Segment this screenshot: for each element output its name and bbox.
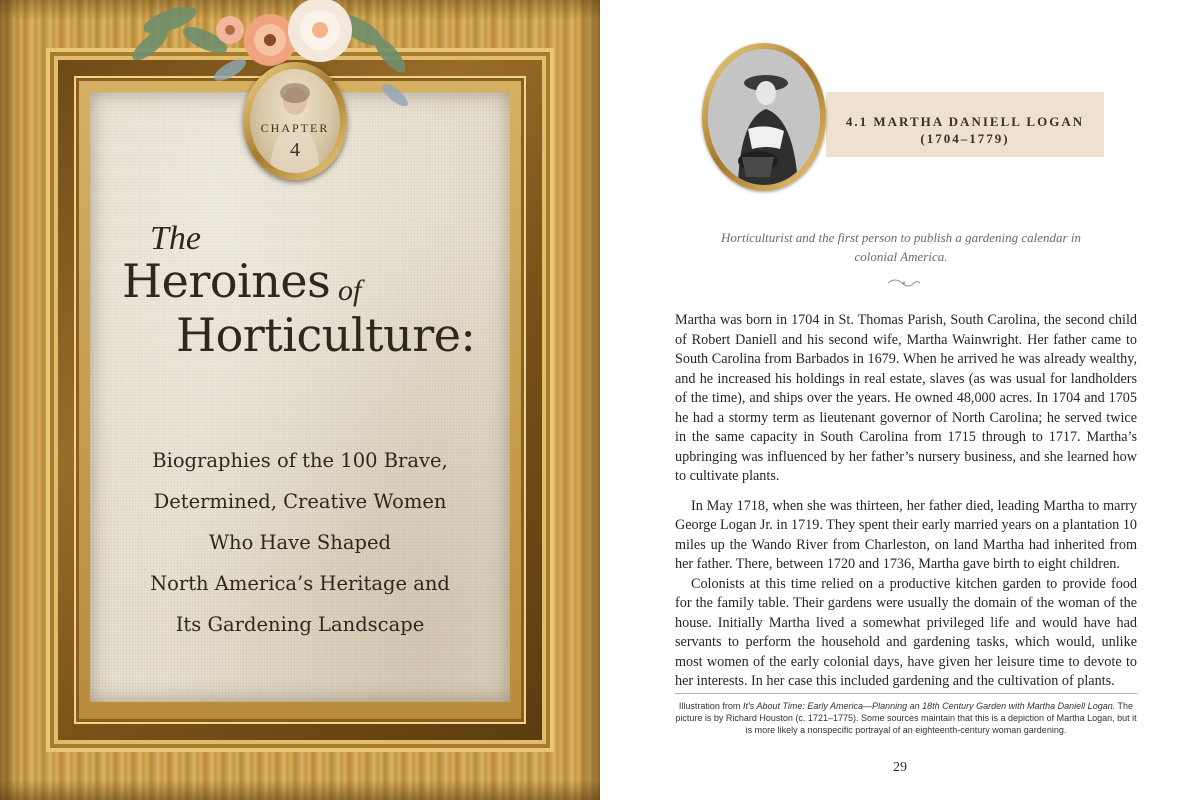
section-header-band [826,92,1104,157]
subtitle-line: Who Have Shaped [209,531,391,554]
paragraph: In May 1718, when she was thirteen, her father died, leading Martha to marry George Logan Jr. in 1719. They spent their early married years on a plantation 10 miles up the Wando River from Charleston, on land Martha had inherited from her father. There, between 1720 and 1736, Martha gave birth to eight children. [675,497,1138,572]
page-number: 29 [893,760,907,775]
paragraph: Colonists at this time relied on a productive kitchen garden to provide food for the family table. Their gardens were usually the domain of the woman of the house. Initially Martha lived a somewhat privileged life and would have had servants to perform the household and gardening tasks, which would, unlike most women of the early colonial days, have given her leisure time to devote to her interests. In her case this included gardening and the cultivation of plants. [675,575,1137,689]
subtitle [100,440,500,645]
illustration-credit [675,700,1137,736]
subtitle-line: Biographies of the 100 Brave, [152,449,448,472]
footnote-divider [675,693,1137,694]
credit-title: It’s About Time: Early America—Planning an 18th Century Garden with Martha Daniell Logan. [742,701,1116,711]
section-heading: 4.1 MARTHA DANIELL LOGAN [845,114,1085,129]
chapter-label: CHAPTER [260,121,330,135]
subtitle-line: Its Gardening Landscape [175,613,425,636]
credit-body: The picture is by Richard Houston (c. 1721–1775). Some sources maintain that this is a depiction of Martha Logan, but it is more likely a nonspecific portrayal of an eighteenth-century woman gardening. [675,701,1137,735]
subtitle-line: North America’s Heritage and [150,572,450,595]
title-the: The [150,220,201,257]
portrait-medallion [702,43,826,191]
chapter-cameo [243,62,347,180]
flourish-ornament-icon [886,276,922,290]
credit-prefix: Illustration from [678,701,743,711]
paragraph: Martha was born in 1704 in St. Thomas Parish, South Carolina, the second child of Robert Daniell and his second wife, Martha Wainwright. Her father came to South Carolina from Barbados in 1679. When he arrived he was already wealthy, and he increased his holdings in real estate, slaves (as was usual for landholders of the time), and ships over the years. He owned 48,000 acres. In 1704 and 1705 he had a stormy term as lieutenant governor of North Carolina; he served twice in the same capacity in South Carolina from 1715 through to 1717. Martha’s upbringing was influenced by her father’s nursery business, and she learned how to cultivate plants. [675,312,1137,484]
subtitle-line: Determined, Creative Women [153,490,447,513]
engraving-woman-gardening-icon [708,49,820,185]
title-heroines: Heroines [122,254,331,308]
title-horticulture: Horticulture: [176,308,476,362]
body-text [675,311,1137,692]
portrait-caption: Horticulturist and the first person to publish a gardening calendar in colonial America. [721,230,1081,264]
chapter-number: 4 [290,139,300,161]
section-dates: (1704–1779) [920,131,1010,146]
title-of: of [338,274,362,307]
right-page [600,0,1200,800]
